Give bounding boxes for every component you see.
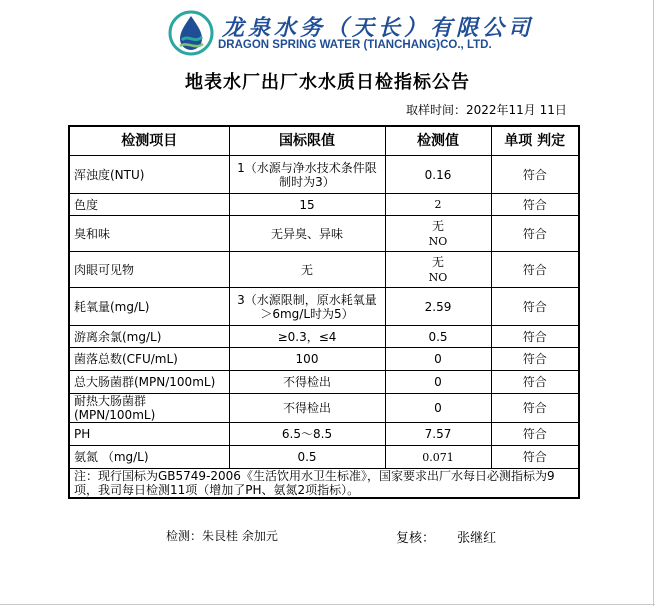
limit-cell: 不得检出 — [229, 394, 385, 423]
verdict-cell: 符合 — [491, 423, 579, 446]
verdict-cell: 符合 — [491, 252, 579, 288]
value-subtext: NO — [428, 234, 448, 248]
verdict-cell: 符合 — [491, 326, 579, 348]
value-cell — [385, 194, 491, 216]
company-name-cn: 龙泉水务（天长）有限公司 — [222, 16, 535, 41]
limit-cell: 不得检出 — [229, 371, 385, 394]
table-row — [69, 371, 579, 394]
verdict-cell: 符合 — [491, 371, 579, 394]
item-cell: PH — [69, 423, 229, 446]
verdict-cell: 符合 — [491, 348, 579, 371]
company-logo — [168, 10, 535, 56]
item-cell: 色度 — [69, 194, 229, 216]
verdict-cell: 符合 — [491, 446, 579, 469]
value-cell: 7.57 — [385, 423, 491, 446]
reviewer-signature — [396, 527, 496, 546]
limit-cell: 1（水源与净水技术条件限制时为3） — [229, 156, 385, 194]
column-header-item: 检测项目 — [69, 126, 229, 156]
table-row — [69, 326, 579, 348]
page-bottom-border — [0, 604, 655, 605]
item-cell: 游离余氯(mg/L) — [69, 326, 229, 348]
value-cell: 0 — [385, 394, 491, 423]
reviewer-label: 复核： — [396, 531, 436, 546]
limit-cell: 6.5～8.5 — [229, 423, 385, 446]
item-cell: 菌落总数(CFU/mL) — [69, 348, 229, 371]
value-cell: 0.16 — [385, 156, 491, 194]
table-row — [69, 288, 579, 326]
limit-cell: 0.5 — [229, 446, 385, 469]
table-note-row — [69, 469, 579, 499]
value-cell: 0 — [385, 348, 491, 371]
table-row — [69, 423, 579, 446]
verdict-cell: 符合 — [491, 156, 579, 194]
water-drop-logo-icon — [168, 10, 214, 56]
value-text: 无 — [431, 218, 444, 233]
value-cell — [385, 252, 491, 288]
value-cell — [385, 216, 491, 252]
item-cell: 耐热大肠菌群(MPN/100mL) — [69, 394, 229, 423]
verdict-cell: 符合 — [491, 194, 579, 216]
limit-cell: 无异臭、异味 — [229, 216, 385, 252]
table-row — [69, 156, 579, 194]
table-row — [69, 446, 579, 469]
value-subtext: NO — [428, 270, 448, 284]
column-header-value: 检测值 — [385, 126, 491, 156]
value-cell: 0 — [385, 371, 491, 394]
page-title: 地表水厂出厂水水质日检指标公告 — [185, 72, 470, 93]
value-cell: 0.5 — [385, 326, 491, 348]
item-cell: 臭和味 — [69, 216, 229, 252]
table-row — [69, 194, 579, 216]
verdict-cell: 符合 — [491, 394, 579, 423]
table-header-row — [69, 126, 579, 156]
water-quality-table — [68, 125, 580, 499]
item-cell: 总大肠菌群(MPN/100mL) — [69, 371, 229, 394]
company-name-en: DRAGON SPRING WATER (TIANCHANG)CO., LTD. — [218, 39, 492, 51]
value-text: 2 — [434, 198, 442, 211]
item-cell: 浑浊度(NTU) — [69, 156, 229, 194]
table-row — [69, 348, 579, 371]
value-text: 无 — [431, 254, 444, 269]
value-cell — [385, 446, 491, 469]
table-row — [69, 252, 579, 288]
sample-time: 取样时间：2022年11月 11日 — [406, 103, 567, 117]
column-header-verdict: 单项 判定 — [491, 126, 579, 156]
item-cell: 氨氮 （mg/L) — [69, 446, 229, 469]
limit-cell: ≥0.3，≤4 — [229, 326, 385, 348]
value-cell: 2.59 — [385, 288, 491, 326]
limit-cell: 15 — [229, 194, 385, 216]
verdict-cell: 符合 — [491, 288, 579, 326]
value-text: 0.071 — [422, 450, 454, 464]
table-row — [69, 216, 579, 252]
tester-signature: 检测：朱艮桂 余加元 — [166, 529, 278, 543]
limit-cell: 3（水源限制，原水耗氧量＞6mg/L时为5） — [229, 288, 385, 326]
column-header-limit: 国标限值 — [229, 126, 385, 156]
limit-cell: 无 — [229, 252, 385, 288]
reviewer-name: 张继红 — [457, 531, 497, 546]
table-note: 注：现行国标为GB5749-2006《生活饮用水卫生标准》，国家要求出厂水每日必测指标为9项，我司每日检测11项（增加了PH、氨氮2项指标）。 — [69, 469, 579, 499]
item-cell: 耗氧量(mg/L) — [69, 288, 229, 326]
item-cell: 肉眼可见物 — [69, 252, 229, 288]
limit-cell: 100 — [229, 348, 385, 371]
verdict-cell: 符合 — [491, 216, 579, 252]
table-row — [69, 394, 579, 423]
